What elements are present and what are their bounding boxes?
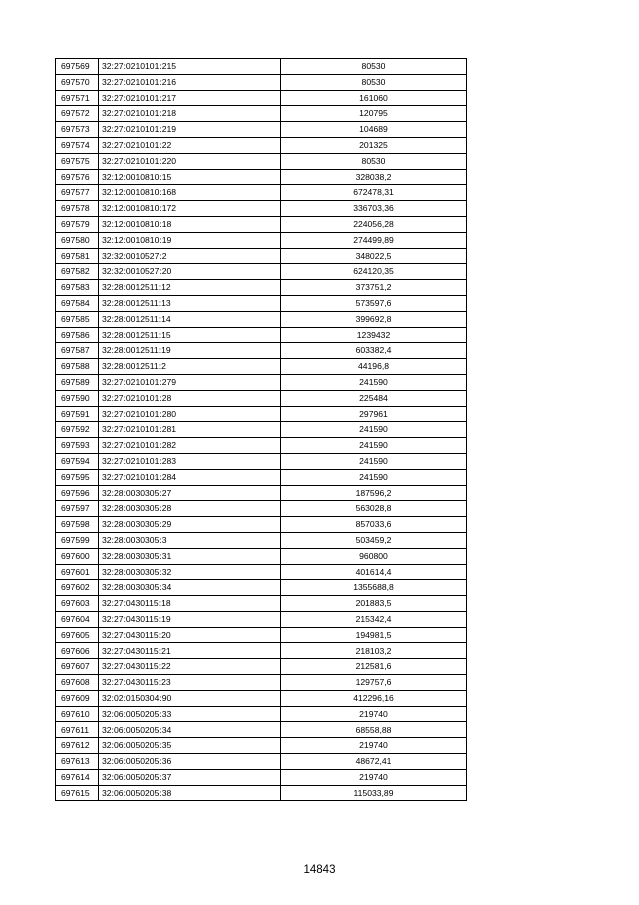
table-row — [56, 201, 467, 217]
value-cell: 104689 — [281, 122, 467, 138]
value-cell: 960800 — [281, 548, 467, 564]
table-row — [56, 90, 467, 106]
cadastral-number-cell: 32:27:0210101:280 — [99, 406, 281, 422]
row-id-cell: 697593 — [56, 438, 99, 454]
table-row — [56, 611, 467, 627]
value-cell: 219740 — [281, 738, 467, 754]
row-id-cell: 697608 — [56, 675, 99, 691]
cadastral-number-cell: 32:27:0210101:215 — [99, 59, 281, 75]
value-cell: 241590 — [281, 374, 467, 390]
cadastral-number-cell: 32:28:0030305:31 — [99, 548, 281, 564]
value-cell: 212581,6 — [281, 659, 467, 675]
cadastral-number-cell: 32:32:0010527:20 — [99, 264, 281, 280]
cadastral-number-cell: 32:06:0050205:38 — [99, 785, 281, 801]
cadastral-number-cell: 32:27:0210101:284 — [99, 469, 281, 485]
value-cell: 603382,4 — [281, 343, 467, 359]
row-id-cell: 697579 — [56, 216, 99, 232]
value-cell: 241590 — [281, 469, 467, 485]
value-cell: 672478,31 — [281, 185, 467, 201]
table-row — [56, 295, 467, 311]
row-id-cell: 697595 — [56, 469, 99, 485]
table-row — [56, 248, 467, 264]
row-id-cell: 697589 — [56, 374, 99, 390]
value-cell: 503459,2 — [281, 532, 467, 548]
value-cell: 328038,2 — [281, 169, 467, 185]
row-id-cell: 697602 — [56, 580, 99, 596]
cadastral-number-cell: 32:32:0010527:2 — [99, 248, 281, 264]
cadastral-number-cell: 32:28:0030305:28 — [99, 501, 281, 517]
cadastral-number-cell: 32:27:0210101:279 — [99, 374, 281, 390]
table-row — [56, 501, 467, 517]
value-cell: 80530 — [281, 59, 467, 75]
table-row — [56, 769, 467, 785]
cadastral-number-cell: 32:27:0210101:216 — [99, 74, 281, 90]
row-id-cell: 697578 — [56, 201, 99, 217]
cadastral-number-cell: 32:06:0050205:37 — [99, 769, 281, 785]
table-row — [56, 216, 467, 232]
cadastral-number-cell: 32:28:0030305:29 — [99, 517, 281, 533]
row-id-cell: 697613 — [56, 754, 99, 770]
value-cell: 563028,8 — [281, 501, 467, 517]
cadastral-number-cell: 32:28:0030305:34 — [99, 580, 281, 596]
value-cell: 1355688,8 — [281, 580, 467, 596]
cadastral-number-cell: 32:28:0012511:15 — [99, 327, 281, 343]
table-row — [56, 264, 467, 280]
cadastral-number-cell: 32:12:0010810:15 — [99, 169, 281, 185]
row-id-cell: 697573 — [56, 122, 99, 138]
value-cell: 48672,41 — [281, 754, 467, 770]
cadastral-number-cell: 32:27:0430115:20 — [99, 627, 281, 643]
row-id-cell: 697569 — [56, 59, 99, 75]
row-id-cell: 697582 — [56, 264, 99, 280]
row-id-cell: 697591 — [56, 406, 99, 422]
table-row — [56, 327, 467, 343]
row-id-cell: 697577 — [56, 185, 99, 201]
table-row — [56, 517, 467, 533]
table-row — [56, 311, 467, 327]
row-id-cell: 697584 — [56, 295, 99, 311]
cadastral-number-cell: 32:02:0150304:90 — [99, 690, 281, 706]
value-cell: 573597,6 — [281, 295, 467, 311]
table-row — [56, 485, 467, 501]
value-cell: 1239432 — [281, 327, 467, 343]
cadastral-number-cell: 32:27:0210101:281 — [99, 422, 281, 438]
table-row — [56, 580, 467, 596]
value-cell: 399692,8 — [281, 311, 467, 327]
cadastral-number-cell: 32:27:0430115:18 — [99, 596, 281, 612]
value-cell: 115033,89 — [281, 785, 467, 801]
cadastral-number-cell: 32:12:0010810:18 — [99, 216, 281, 232]
cadastral-number-cell: 32:27:0210101:283 — [99, 453, 281, 469]
cadastral-number-cell: 32:27:0430115:19 — [99, 611, 281, 627]
table-row — [56, 390, 467, 406]
cadastral-number-cell: 32:27:0430115:23 — [99, 675, 281, 691]
cadastral-number-cell: 32:27:0210101:28 — [99, 390, 281, 406]
row-id-cell: 697572 — [56, 106, 99, 122]
table-row — [56, 438, 467, 454]
table-row — [56, 738, 467, 754]
row-id-cell: 697610 — [56, 706, 99, 722]
row-id-cell: 697575 — [56, 153, 99, 169]
table-row — [56, 106, 467, 122]
table-row — [56, 722, 467, 738]
row-id-cell: 697583 — [56, 280, 99, 296]
row-id-cell: 697571 — [56, 90, 99, 106]
row-id-cell: 697614 — [56, 769, 99, 785]
row-id-cell: 697594 — [56, 453, 99, 469]
row-id-cell: 697601 — [56, 564, 99, 580]
value-cell: 218103,2 — [281, 643, 467, 659]
row-id-cell: 697603 — [56, 596, 99, 612]
row-id-cell: 697586 — [56, 327, 99, 343]
cadastral-number-cell: 32:28:0012511:2 — [99, 359, 281, 375]
table-body — [56, 59, 467, 801]
table-row — [56, 406, 467, 422]
row-id-cell: 697615 — [56, 785, 99, 801]
value-cell: 336703,36 — [281, 201, 467, 217]
value-cell: 194981,5 — [281, 627, 467, 643]
table-row — [56, 422, 467, 438]
cadastral-number-cell: 32:27:0210101:282 — [99, 438, 281, 454]
row-id-cell: 697590 — [56, 390, 99, 406]
value-cell: 401614,4 — [281, 564, 467, 580]
cadastral-number-cell: 32:28:0012511:12 — [99, 280, 281, 296]
cadastral-number-cell: 32:28:0012511:13 — [99, 295, 281, 311]
row-id-cell: 697599 — [56, 532, 99, 548]
value-cell: 219740 — [281, 706, 467, 722]
cadastral-number-cell: 32:27:0210101:219 — [99, 122, 281, 138]
value-cell: 129757,6 — [281, 675, 467, 691]
table-row — [56, 359, 467, 375]
table-row — [56, 643, 467, 659]
page-number: 14843 — [303, 864, 336, 876]
value-cell: 297961 — [281, 406, 467, 422]
row-id-cell: 697585 — [56, 311, 99, 327]
value-cell: 274499,89 — [281, 232, 467, 248]
value-cell: 241590 — [281, 438, 467, 454]
table-row — [56, 185, 467, 201]
value-cell: 225484 — [281, 390, 467, 406]
table-row — [56, 122, 467, 138]
value-cell: 241590 — [281, 422, 467, 438]
value-cell: 624120,35 — [281, 264, 467, 280]
row-id-cell: 697600 — [56, 548, 99, 564]
row-id-cell: 697581 — [56, 248, 99, 264]
row-id-cell: 697607 — [56, 659, 99, 675]
row-id-cell: 697587 — [56, 343, 99, 359]
cadastral-number-cell: 32:28:0012511:19 — [99, 343, 281, 359]
table-row — [56, 59, 467, 75]
value-cell: 80530 — [281, 153, 467, 169]
table-row — [56, 343, 467, 359]
value-cell: 373751,2 — [281, 280, 467, 296]
value-cell: 201883,5 — [281, 596, 467, 612]
table-row — [56, 596, 467, 612]
cadastral-number-cell: 32:12:0010810:19 — [99, 232, 281, 248]
cadastral-number-cell: 32:28:0030305:3 — [99, 532, 281, 548]
value-cell: 224056,28 — [281, 216, 467, 232]
cadastral-number-cell: 32:27:0210101:220 — [99, 153, 281, 169]
table-row — [56, 627, 467, 643]
cadastral-number-cell: 32:06:0050205:33 — [99, 706, 281, 722]
cadastral-number-cell: 32:06:0050205:34 — [99, 722, 281, 738]
row-id-cell: 697604 — [56, 611, 99, 627]
row-id-cell: 697612 — [56, 738, 99, 754]
table-row — [56, 659, 467, 675]
table-row — [56, 754, 467, 770]
table-row — [56, 137, 467, 153]
table-row — [56, 153, 467, 169]
row-id-cell: 697592 — [56, 422, 99, 438]
table-row — [56, 232, 467, 248]
table-row — [56, 469, 467, 485]
table-row — [56, 532, 467, 548]
cadastral-number-cell: 32:28:0012511:14 — [99, 311, 281, 327]
value-cell: 412296,16 — [281, 690, 467, 706]
row-id-cell: 697605 — [56, 627, 99, 643]
value-cell: 857033,6 — [281, 517, 467, 533]
row-id-cell: 697588 — [56, 359, 99, 375]
value-cell: 241590 — [281, 453, 467, 469]
row-id-cell: 697598 — [56, 517, 99, 533]
row-id-cell: 697576 — [56, 169, 99, 185]
cadastral-number-cell: 32:27:0210101:218 — [99, 106, 281, 122]
value-cell: 201325 — [281, 137, 467, 153]
row-id-cell: 697574 — [56, 137, 99, 153]
value-cell: 219740 — [281, 769, 467, 785]
cadastral-number-cell: 32:28:0030305:27 — [99, 485, 281, 501]
cadastral-number-cell: 32:27:0430115:21 — [99, 643, 281, 659]
value-cell: 44196,8 — [281, 359, 467, 375]
cadastral-number-cell: 32:27:0210101:22 — [99, 137, 281, 153]
cadastral-number-cell: 32:06:0050205:36 — [99, 754, 281, 770]
cadastral-value-table — [55, 58, 467, 801]
table-row — [56, 280, 467, 296]
cadastral-number-cell: 32:12:0010810:172 — [99, 201, 281, 217]
table-row — [56, 169, 467, 185]
cadastral-number-cell: 32:06:0050205:35 — [99, 738, 281, 754]
row-id-cell: 697570 — [56, 74, 99, 90]
value-cell: 161060 — [281, 90, 467, 106]
table-row — [56, 785, 467, 801]
value-cell: 80530 — [281, 74, 467, 90]
value-cell: 348022,5 — [281, 248, 467, 264]
table-row — [56, 706, 467, 722]
value-cell: 187596,2 — [281, 485, 467, 501]
cadastral-number-cell: 32:27:0210101:217 — [99, 90, 281, 106]
cadastral-number-cell: 32:28:0030305:32 — [99, 564, 281, 580]
row-id-cell: 697580 — [56, 232, 99, 248]
table-row — [56, 374, 467, 390]
value-cell: 120795 — [281, 106, 467, 122]
value-cell: 68558,88 — [281, 722, 467, 738]
value-cell: 215342,4 — [281, 611, 467, 627]
table-row — [56, 548, 467, 564]
table-row — [56, 564, 467, 580]
row-id-cell: 697606 — [56, 643, 99, 659]
row-id-cell: 697609 — [56, 690, 99, 706]
row-id-cell: 697597 — [56, 501, 99, 517]
row-id-cell: 697611 — [56, 722, 99, 738]
row-id-cell: 697596 — [56, 485, 99, 501]
table-row — [56, 74, 467, 90]
table-row — [56, 690, 467, 706]
table-row — [56, 675, 467, 691]
table-row — [56, 453, 467, 469]
cadastral-number-cell: 32:12:0010810:168 — [99, 185, 281, 201]
cadastral-number-cell: 32:27:0430115:22 — [99, 659, 281, 675]
